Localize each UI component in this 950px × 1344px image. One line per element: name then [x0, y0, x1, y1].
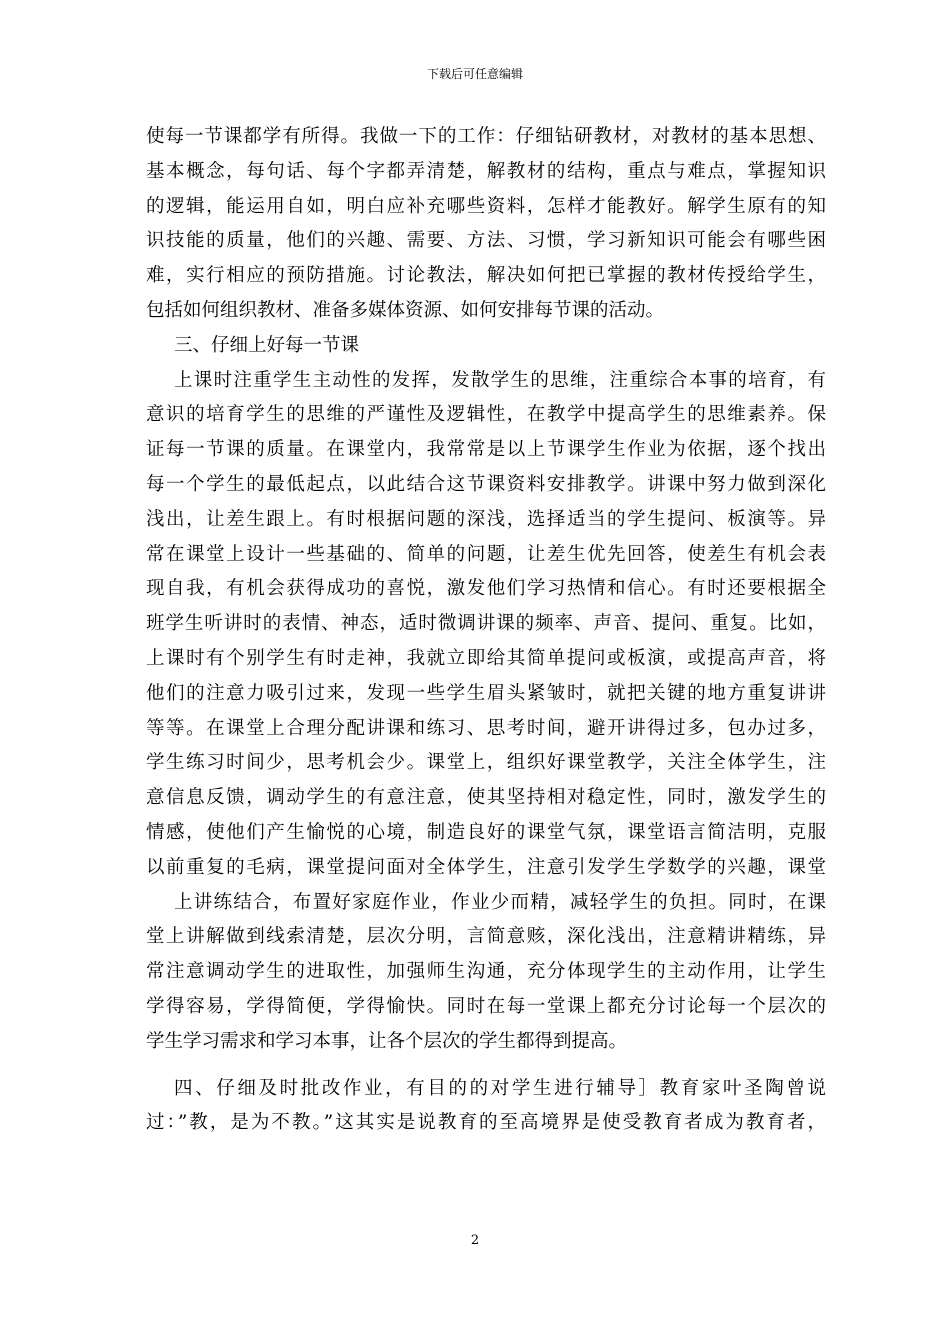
text-line: 意识的培育学生的思维的严谨性及逻辑性，在教学中提高学生的思维素养。保: [146, 404, 826, 426]
text-line: 包括如何组织教材、准备多媒体资源、如何安排每节课的活动。: [146, 299, 665, 321]
text-line: 班学生听讲时的表情、神态，适时微调讲课的频率、声音、提问、重复。比如，: [146, 613, 826, 635]
text-line: 上课时有个别学生有时走神，我就立即给其简单提问或板演，或提高声音，将: [146, 647, 826, 669]
text-line: 证每一节课的质量。在课堂内，我常常是以上节课学生作业为依据，逐个找出: [146, 439, 826, 461]
text-line: 每一个学生的最低起点，以此结合这节课资料安排教学。讲课中努力做到深化: [146, 473, 826, 495]
text-line: 情感，使他们产生愉悦的心境，制造良好的课堂气氛，课堂语言简洁明，克服: [146, 821, 826, 843]
text-line: 上讲练结合，布置好家庭作业，作业少而精，减轻学生的负担。同时，在课: [174, 891, 826, 913]
text-line: 常在课堂上设计一些基础的、简单的问题，让差生优先回答，使差生有机会表: [146, 543, 826, 565]
text-line: 堂上讲解做到线索清楚，层次分明，言简意赅，深化浅出，注意精讲精练，异: [146, 926, 826, 948]
text-line: 基本概念，每句话、每个字都弄清楚，解教材的结构，重点与难点，掌握知识: [146, 160, 826, 182]
text-line: 的逻辑，能运用自如，明白应补充哪些资料，怎样才能教好。解学生原有的知: [146, 195, 826, 217]
text-line: 常注意调动学生的进取性，加强师生沟通，充分体现学生的主动作用，让学生: [146, 961, 826, 983]
text-line: 过：”教，是为不教。”这其实是说教育的至高境界是使受教育者成为教育者，: [146, 1112, 826, 1134]
text-line: 等等。在课堂上合理分配讲课和练习、思考时间，避开讲得过多，包办过多，: [146, 717, 826, 739]
paragraph-gap: [146, 1060, 826, 1072]
text-line: 使每一节课都学有所得。我做一下的工作：仔细钻研教材，对教材的基本思想、: [146, 126, 826, 147]
text-line: 现自我，有机会获得成功的喜悦，激发他们学习热情和信心。有时还要根据全: [146, 578, 826, 600]
text-line: 他们的注意力吸引过来，发现一些学生眉头紧皱时，就把关键的地方重复讲讲: [146, 682, 826, 704]
text-line: 学生学习需求和学习本事，让各个层次的学生都得到提高。: [146, 1030, 628, 1052]
text-line: 难，实行相应的预防措施。讨论教法，解决如何把已掌握的教材传授给学生，: [146, 265, 826, 287]
text-line: 学生练习时间少，思考机会少。课堂上，组织好课堂教学，关注全体学生，注: [146, 752, 826, 774]
section-heading: 三、仔细上好每一节课: [174, 334, 360, 356]
text-line: 意信息反馈，调动学生的有意注意，使其坚持相对稳定性，同时，激发学生的: [146, 787, 826, 809]
text-line: 上课时注重学生主动性的发挥，发散学生的思维，注重综合本事的培育，有: [174, 369, 826, 391]
document-body: [146, 120, 826, 1141]
text-line: 识技能的质量，他们的兴趣、需要、方法、习惯，学习新知识可能会有哪些困: [146, 230, 826, 252]
page-number: 2: [470, 1233, 480, 1248]
text-line: 学得容易，学得简便，学得愉快。同时在每一堂课上都充分讨论每一个层次的: [146, 995, 826, 1017]
section-heading: 四、仔细及时批改作业，有目的的对学生进行辅导］教育家叶圣陶曾说: [174, 1077, 826, 1099]
text-line: 以前重复的毛病，课堂提问面对全体学生，注意引发学生学数学的兴趣，课堂: [146, 856, 826, 878]
page-header: 下载后可任意编辑: [426, 67, 523, 81]
text-line: 浅出，让差生跟上。有时根据问题的深浅，选择适当的学生提问、板演等。异: [146, 508, 826, 530]
